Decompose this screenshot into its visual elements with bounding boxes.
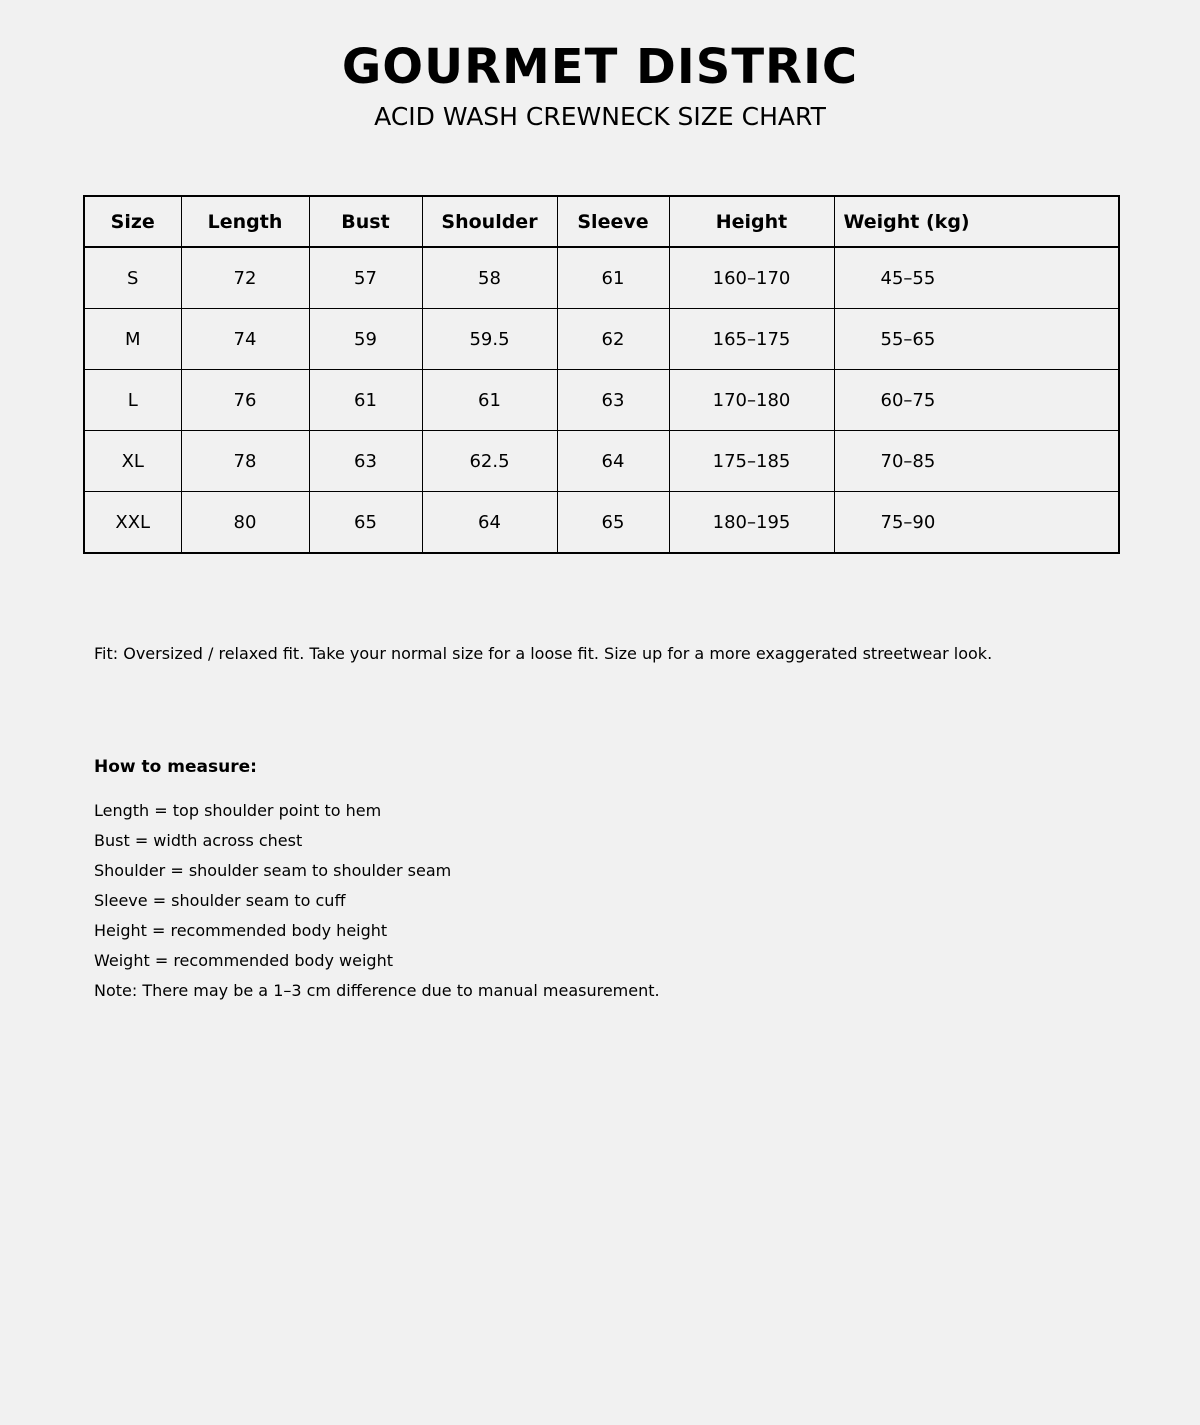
measure-line: Bust = width across chest (94, 831, 303, 850)
cell-length: 78 (181, 431, 309, 492)
cell-sleeve: 63 (557, 370, 669, 431)
cell-sleeve: 64 (557, 431, 669, 492)
cell-bust: 63 (309, 431, 422, 492)
chart-subtitle: ACID WASH CREWNECK SIZE CHART (374, 102, 826, 131)
measure-heading: How to measure: (94, 757, 257, 777)
header-length: Length (181, 196, 309, 247)
cell-size: M (84, 309, 181, 370)
cell-weight: 55–65 (834, 309, 1119, 370)
table-row (84, 370, 1119, 431)
header-height: Height (669, 196, 834, 247)
cell-shoulder: 62.5 (422, 431, 557, 492)
cell-shoulder: 61 (422, 370, 557, 431)
cell-weight: 45–55 (834, 247, 1119, 309)
cell-weight: 60–75 (834, 370, 1119, 431)
measure-list (94, 796, 660, 1006)
table-header-row (84, 196, 1119, 247)
header-size: Size (84, 196, 181, 247)
measure-line: Height = recommended body height (94, 921, 388, 940)
size-table (83, 195, 1120, 554)
cell-length: 74 (181, 309, 309, 370)
cell-sleeve: 61 (557, 247, 669, 309)
cell-bust: 61 (309, 370, 422, 431)
cell-length: 72 (181, 247, 309, 309)
brand-title: GOURMET DISTRIC (341, 39, 859, 95)
measure-line: Shoulder = shoulder seam to shoulder seam (94, 861, 452, 880)
cell-bust: 65 (309, 492, 422, 554)
table-row (84, 431, 1119, 492)
measure-line: Sleeve = shoulder seam to cuff (94, 891, 346, 910)
cell-shoulder: 59.5 (422, 309, 557, 370)
cell-bust: 57 (309, 247, 422, 309)
cell-height: 165–175 (669, 309, 834, 370)
cell-length: 76 (181, 370, 309, 431)
table-row (84, 492, 1119, 554)
cell-size: XL (84, 431, 181, 492)
cell-size: XXL (84, 492, 181, 554)
header-weight: Weight (kg) (834, 196, 1119, 247)
cell-bust: 59 (309, 309, 422, 370)
cell-weight: 75–90 (834, 492, 1119, 554)
measure-line: Length = top shoulder point to hem (94, 801, 382, 820)
cell-height: 160–170 (669, 247, 834, 309)
cell-size: L (84, 370, 181, 431)
cell-shoulder: 64 (422, 492, 557, 554)
cell-size: S (84, 247, 181, 309)
cell-weight: 70–85 (834, 431, 1119, 492)
table-row (84, 309, 1119, 370)
header-sleeve: Sleeve (557, 196, 669, 247)
measure-note: Note: There may be a 1–3 cm difference due to manual measurement. (94, 981, 660, 1000)
cell-length: 80 (181, 492, 309, 554)
table-row (84, 247, 1119, 309)
cell-sleeve: 65 (557, 492, 669, 554)
cell-height: 170–180 (669, 370, 834, 431)
cell-height: 180–195 (669, 492, 834, 554)
header-shoulder: Shoulder (422, 196, 557, 247)
measure-line: Weight = recommended body weight (94, 951, 393, 970)
cell-sleeve: 62 (557, 309, 669, 370)
header-bust: Bust (309, 196, 422, 247)
fit-note: Fit: Oversized / relaxed fit. Take your normal size for a loose fit. Size up for a more exaggerated streetwear look. (94, 644, 993, 663)
cell-height: 175–185 (669, 431, 834, 492)
cell-shoulder: 58 (422, 247, 557, 309)
